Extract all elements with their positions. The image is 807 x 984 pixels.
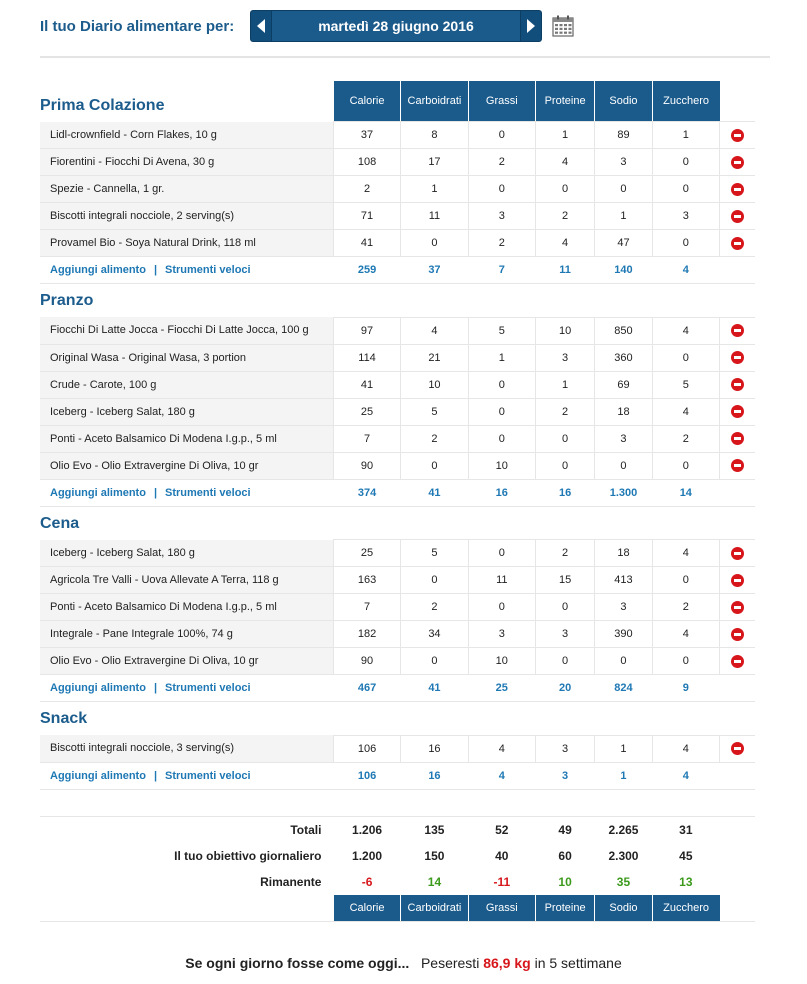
food-row [40, 594, 755, 621]
nutrient-value: 2 [468, 149, 535, 176]
food-name[interactable]: Fiocchi Di Latte Jocca - Fiocchi Di Latte Jocca, 100 g [40, 317, 333, 344]
meal-actions [40, 479, 333, 506]
meal-total-value: 25 [468, 675, 535, 702]
nutrient-value: 0 [468, 398, 535, 425]
nutrient-value: 2 [652, 425, 719, 452]
projected-weight: 86,9 kg [483, 955, 531, 971]
quick-tools-link[interactable]: Strumenti veloci [165, 264, 251, 276]
meal-header-row [40, 81, 755, 122]
blank [40, 895, 333, 922]
blank [720, 816, 755, 843]
link-separator: | [153, 486, 158, 499]
quick-tools-link[interactable]: Strumenti veloci [165, 682, 251, 694]
projection-lead: Se ogni giorno fosse come oggi... [185, 955, 410, 971]
blank [720, 257, 755, 284]
meal-total-row [40, 675, 755, 702]
food-name[interactable]: Integrale - Pane Integrale 100%, 74 g [40, 621, 333, 648]
nutrient-value: 71 [333, 203, 400, 230]
nutrient-value: 8 [401, 122, 469, 149]
summary-label: Rimanente [260, 874, 322, 889]
nutrient-value: 0 [468, 371, 535, 398]
food-diary-table [40, 81, 755, 922]
nutrient-value: 2 [535, 540, 595, 567]
meal-total-value: 9 [652, 675, 719, 702]
meal-total-row [40, 257, 755, 284]
nutrient-value: 0 [401, 452, 469, 479]
nutrient-value: 3 [468, 621, 535, 648]
delete-icon[interactable] [731, 210, 744, 223]
nutrient-value: 0 [401, 567, 469, 594]
summary-row [40, 869, 755, 895]
food-row [40, 648, 755, 675]
nutrient-value: 0 [535, 452, 595, 479]
meal-title: Snack [40, 710, 88, 727]
meal-header-row [40, 506, 755, 540]
nutrient-value: 7 [333, 425, 400, 452]
food-row [40, 735, 755, 762]
nutrient-value: 163 [333, 567, 400, 594]
delete-cell [720, 317, 755, 344]
nutrient-value: 1 [401, 176, 469, 203]
nutrient-value: 3 [652, 203, 719, 230]
column-header: Grassi [468, 895, 535, 922]
nutrient-value: 3 [535, 735, 595, 762]
nutrient-value: 2 [333, 176, 400, 203]
nutrient-value: 4 [401, 317, 469, 344]
meal-actions [40, 257, 333, 284]
meal-actions [40, 762, 333, 789]
nutrient-value: 0 [468, 425, 535, 452]
calendar-icon[interactable] [552, 15, 574, 37]
summary-value: 1.200 [352, 848, 383, 863]
food-name[interactable]: Ponti - Aceto Balsamico Di Modena I.g.p., 5 ml [40, 594, 333, 621]
summary-label: Totali [290, 822, 322, 837]
nutrient-value: 41 [333, 230, 400, 257]
meal-total-value: 20 [535, 675, 595, 702]
meal-total-value: 4 [468, 762, 535, 789]
delete-cell [720, 203, 755, 230]
nutrient-value: 10 [468, 648, 535, 675]
blank [720, 895, 755, 922]
food-row [40, 122, 755, 149]
nutrient-value: 7 [333, 594, 400, 621]
delete-cell [720, 567, 755, 594]
nutrient-value: 0 [535, 594, 595, 621]
meal-header-row [40, 702, 755, 736]
nutrient-value: 4 [468, 735, 535, 762]
nutrient-value: 15 [535, 567, 595, 594]
summary-value: 31 [679, 822, 693, 837]
nutrient-value: 0 [595, 176, 652, 203]
summary-value: 13 [679, 874, 693, 889]
delete-icon[interactable] [731, 156, 744, 169]
column-header: Calorie [333, 81, 400, 122]
header-divider [40, 56, 770, 58]
column-header: Zucchero [652, 895, 719, 922]
nutrient-value: 16 [401, 735, 469, 762]
nutrient-value: 0 [652, 230, 719, 257]
meal-total-value: 41 [401, 479, 469, 506]
delete-cell [720, 230, 755, 257]
quick-tools-link[interactable]: Strumenti veloci [165, 769, 251, 782]
meal-total-value: 16 [468, 479, 535, 506]
nutrient-value: 1 [468, 344, 535, 371]
nutrient-value: 11 [468, 567, 535, 594]
meal-total-value: 7 [468, 257, 535, 284]
nutrient-value: 0 [468, 176, 535, 203]
nutrient-value: 1 [595, 203, 652, 230]
food-row [40, 398, 755, 425]
meal-total-value: 259 [333, 257, 400, 284]
nutrient-value: 4 [652, 317, 719, 344]
nutrient-value: 10 [401, 371, 469, 398]
delete-cell [720, 425, 755, 452]
delete-icon[interactable] [731, 183, 744, 196]
previous-day-button[interactable] [250, 10, 272, 42]
nutrient-value: 3 [535, 344, 595, 371]
meal-total-row [40, 479, 755, 506]
column-header: Proteine [535, 81, 595, 122]
meal-total-value: 106 [333, 762, 400, 789]
delete-cell [720, 621, 755, 648]
meal-total-value: 16 [535, 479, 595, 506]
nutrient-value: 90 [333, 648, 400, 675]
delete-cell [720, 452, 755, 479]
food-row [40, 176, 755, 203]
nutrient-value: 0 [652, 452, 719, 479]
summary-value: 49 [558, 822, 572, 837]
food-row [40, 344, 755, 371]
blank [720, 762, 755, 789]
date-navigator [250, 10, 542, 42]
nutrient-value: 0 [652, 176, 719, 203]
add-food-link[interactable]: Aggiungi alimento [50, 682, 146, 694]
nutrient-value: 3 [595, 149, 652, 176]
delete-icon[interactable] [731, 574, 744, 587]
delete-icon[interactable] [731, 547, 744, 560]
nutrient-value: 2 [401, 594, 469, 621]
nutrient-value: 90 [333, 452, 400, 479]
link-separator: | [153, 264, 158, 276]
nutrient-value: 25 [333, 540, 400, 567]
delete-cell [720, 149, 755, 176]
nutrient-value: 5 [468, 317, 535, 344]
nutrient-value: 0 [535, 648, 595, 675]
projection-post: in 5 settimane [534, 955, 622, 971]
food-name[interactable]: Iceberg - Iceberg Salat, 180 g [40, 398, 333, 425]
summary-value: -11 [493, 874, 511, 889]
nutrient-value: 37 [333, 122, 400, 149]
nutrient-value: 2 [652, 594, 719, 621]
current-date[interactable]: martedì 28 giugno 2016 [272, 10, 520, 42]
delete-icon[interactable] [731, 742, 744, 755]
column-header: Calorie [333, 895, 400, 922]
meal-total-value: 4 [652, 257, 719, 284]
food-row [40, 540, 755, 567]
nutrient-value: 108 [333, 149, 400, 176]
summary-value: -6 [361, 874, 373, 889]
nutrient-value: 0 [401, 230, 469, 257]
delete-icon[interactable] [731, 628, 744, 641]
nutrient-value: 2 [468, 230, 535, 257]
food-row [40, 149, 755, 176]
meal-total-value: 14 [652, 479, 719, 506]
add-food-link[interactable]: Aggiungi alimento [50, 264, 146, 276]
delete-icon[interactable] [731, 655, 744, 668]
column-header: Carboidrati [401, 81, 469, 122]
nutrient-value: 182 [333, 621, 400, 648]
summary-value: 60 [558, 848, 572, 863]
arrow-left-icon [257, 19, 265, 33]
delete-icon[interactable] [731, 129, 744, 142]
summary-value: 40 [495, 848, 509, 863]
food-row [40, 203, 755, 230]
delete-icon[interactable] [731, 405, 744, 418]
nutrient-value: 3 [468, 203, 535, 230]
summary-value: 14 [427, 874, 442, 889]
meal-total-value: 140 [595, 257, 652, 284]
delete-icon[interactable] [731, 459, 744, 472]
nutrient-value: 89 [595, 122, 652, 149]
nutrient-value: 3 [595, 594, 652, 621]
delete-icon[interactable] [731, 237, 744, 250]
blank [720, 843, 755, 869]
nutrient-value: 0 [535, 425, 595, 452]
meal-actions [40, 675, 333, 702]
food-row [40, 230, 755, 257]
nutrient-value: 2 [535, 203, 595, 230]
column-header: Sodio [595, 895, 652, 922]
blank [720, 479, 755, 506]
food-name[interactable]: Biscotti integrali nocciole, 2 serving(s) [40, 203, 333, 230]
meal-title: Cena [40, 514, 80, 532]
nutrient-value: 850 [595, 317, 652, 344]
add-food-link[interactable]: Aggiungi alimento [50, 486, 146, 499]
column-header: Sodio [595, 81, 652, 122]
delete-cell [720, 594, 755, 621]
blank [720, 675, 755, 702]
nutrient-value: 0 [652, 344, 719, 371]
nutrient-value: 4 [652, 621, 719, 648]
summary-row [40, 843, 755, 869]
meal-total-value: 3 [535, 762, 595, 789]
nutrient-value: 114 [333, 344, 400, 371]
food-name[interactable]: Biscotti integrali nocciole, 3 serving(s) [40, 735, 333, 762]
food-name[interactable]: Iceberg - Iceberg Salat, 180 g [40, 540, 333, 567]
meal-title-filler [333, 284, 755, 318]
nutrient-value: 1 [595, 735, 652, 762]
arrow-right-icon [527, 19, 535, 33]
meal-total-value: 37 [401, 257, 469, 284]
nutrient-value: 97 [333, 317, 400, 344]
food-name[interactable]: Spezie - Cannella, 1 gr. [40, 176, 333, 203]
nutrient-value: 0 [652, 567, 719, 594]
delete-icon[interactable] [731, 378, 744, 391]
delete-cell [720, 648, 755, 675]
nutrient-value: 3 [595, 425, 652, 452]
nutrient-value: 2 [401, 425, 469, 452]
nutrient-value: 0 [595, 452, 652, 479]
food-name[interactable]: Fiorentini - Fiocchi Di Avena, 30 g [40, 149, 333, 176]
delete-icon[interactable] [731, 324, 744, 337]
link-separator: | [153, 769, 158, 782]
summary-value: 135 [424, 822, 445, 837]
summary-value: 2.265 [608, 822, 639, 837]
delete-icon[interactable] [731, 351, 744, 364]
blank [720, 869, 755, 895]
nutrient-value: 4 [652, 540, 719, 567]
nutrient-value: 2 [535, 398, 595, 425]
meal-total-value: 824 [595, 675, 652, 702]
delete-cell [720, 122, 755, 149]
weight-projection [0, 955, 807, 971]
summary-value: 35 [616, 874, 631, 889]
meal-title: Prima Colazione [40, 96, 165, 114]
nutrient-value: 11 [401, 203, 469, 230]
delete-icon[interactable] [731, 432, 744, 445]
nutrient-value: 0 [468, 540, 535, 567]
nutrient-value: 5 [652, 371, 719, 398]
food-name[interactable]: Olio Evo - Olio Extravergine Di Oliva, 10 gr [40, 452, 333, 479]
meal-total-value: 374 [333, 479, 400, 506]
nutrient-value: 10 [468, 452, 535, 479]
delete-icon[interactable] [731, 601, 744, 614]
nutrient-value: 18 [595, 398, 652, 425]
nutrient-value: 34 [401, 621, 469, 648]
nutrient-value: 0 [595, 648, 652, 675]
food-row [40, 425, 755, 452]
nutrient-value: 106 [333, 735, 400, 762]
food-name[interactable]: Lidl-crownfield - Corn Flakes, 10 g [40, 122, 333, 149]
nutrient-value: 5 [401, 398, 469, 425]
nutrient-value: 4 [535, 230, 595, 257]
meal-total-value: 467 [333, 675, 400, 702]
delete-cell [720, 735, 755, 762]
nutrient-value: 0 [652, 648, 719, 675]
spacer-row [40, 789, 755, 816]
nutrient-value: 390 [595, 621, 652, 648]
header-blank [720, 81, 755, 122]
meal-title: Pranzo [40, 292, 94, 309]
quick-tools-link[interactable]: Strumenti veloci [165, 486, 251, 499]
nutrient-value: 47 [595, 230, 652, 257]
nutrient-value: 0 [535, 176, 595, 203]
food-name[interactable]: Agricola Tre Valli - Uova Allevate A Terra, 118 g [40, 567, 333, 594]
food-row [40, 452, 755, 479]
food-row [40, 567, 755, 594]
summary-value: 10 [558, 874, 572, 889]
food-row [40, 317, 755, 344]
food-name[interactable]: Crude - Carote, 100 g [40, 371, 333, 398]
nutrient-value: 1 [535, 122, 595, 149]
summary-value: 150 [424, 848, 445, 863]
nutrient-value: 0 [468, 594, 535, 621]
next-day-button[interactable] [520, 10, 542, 42]
summary-label: Il tuo obiettivo giornaliero [174, 848, 322, 863]
nutrient-value: 17 [401, 149, 469, 176]
column-header: Zucchero [652, 81, 719, 122]
meal-total-value: 4 [652, 762, 719, 789]
summary-value: 45 [679, 848, 693, 863]
meal-total-value: 41 [401, 675, 469, 702]
nutrient-value: 5 [401, 540, 469, 567]
nutrient-value: 69 [595, 371, 652, 398]
nutrient-value: 25 [333, 398, 400, 425]
meal-total-value: 16 [401, 762, 469, 789]
food-row [40, 621, 755, 648]
link-separator: | [153, 682, 158, 694]
summary-value: 2.300 [608, 848, 639, 863]
nutrient-value: 4 [535, 149, 595, 176]
nutrient-value: 0 [401, 648, 469, 675]
nutrient-value: 41 [333, 371, 400, 398]
nutrient-value: 360 [595, 344, 652, 371]
meal-title-filler [333, 702, 755, 736]
food-name[interactable]: Provamel Bio - Soya Natural Drink, 118 ml [40, 230, 333, 257]
nutrient-value: 4 [652, 735, 719, 762]
nutrient-value: 1 [652, 122, 719, 149]
delete-cell [720, 398, 755, 425]
nutrient-value: 413 [595, 567, 652, 594]
summary-row [40, 816, 755, 843]
nutrient-value: 21 [401, 344, 469, 371]
food-name[interactable]: Original Wasa - Original Wasa, 3 portion [40, 344, 333, 371]
column-header: Proteine [535, 895, 595, 922]
summary-value: 1.206 [352, 822, 383, 837]
add-food-link[interactable]: Aggiungi alimento [50, 769, 146, 782]
nutrient-value: 18 [595, 540, 652, 567]
food-name[interactable]: Olio Evo - Olio Extravergine Di Oliva, 10 gr [40, 648, 333, 675]
diary-header-label: Il tuo Diario alimentare per: [40, 17, 235, 35]
diary-header [40, 10, 574, 42]
nutrient-value: 3 [535, 621, 595, 648]
food-row [40, 371, 755, 398]
summary-value: 52 [495, 822, 509, 837]
nutrient-value: 0 [652, 149, 719, 176]
column-header: Grassi [468, 81, 535, 122]
nutrient-value: 10 [535, 317, 595, 344]
nutrient-value: 0 [468, 122, 535, 149]
meal-total-value: 1.300 [595, 479, 652, 506]
delete-cell [720, 344, 755, 371]
meal-total-value: 1 [595, 762, 652, 789]
projection-pre: Peseresti [420, 955, 480, 971]
meal-total-value: 11 [535, 257, 595, 284]
delete-cell [720, 540, 755, 567]
food-name[interactable]: Ponti - Aceto Balsamico Di Modena I.g.p., 5 ml [40, 425, 333, 452]
meal-total-row [40, 762, 755, 789]
column-header: Carboidrati [401, 895, 469, 922]
bottom-column-header-row [40, 895, 755, 922]
meal-title-filler [333, 506, 755, 540]
nutrient-value: 4 [652, 398, 719, 425]
meal-header-row [40, 284, 755, 318]
nutrient-value: 1 [535, 371, 595, 398]
delete-cell [720, 176, 755, 203]
delete-cell [720, 371, 755, 398]
